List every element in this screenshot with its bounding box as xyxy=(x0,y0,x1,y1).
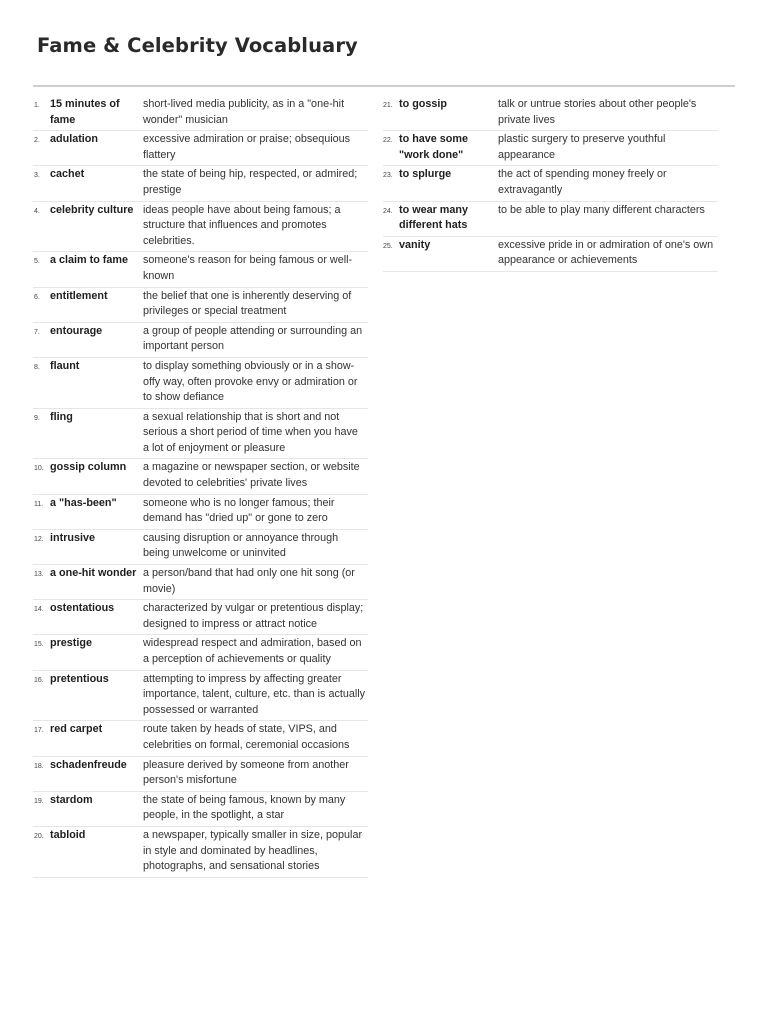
page-title: Fame & Celebrity Vocabluary xyxy=(37,34,358,57)
entry-number: 1. xyxy=(34,102,40,109)
entry-term: stardom xyxy=(50,793,93,806)
entry-term: red carpet xyxy=(50,723,103,736)
entry-term: adulation xyxy=(50,133,98,146)
title-divider xyxy=(33,85,735,87)
entry-term: fling xyxy=(50,410,73,423)
entry-definition: a sexual relationship that is short and not serious a short period of time when you have a lot of enjoyment or pleasure xyxy=(143,410,358,454)
entry-number: 14. xyxy=(34,606,44,614)
entry-definition: someone who is no longer famous; their demand has "dried up" or gone to zero xyxy=(143,496,335,525)
vocab-entry xyxy=(383,131,718,166)
entry-term: 15 minutes of fame xyxy=(50,98,120,126)
entry-number: 19. xyxy=(34,797,44,805)
entry-definition: attempting to impress by affecting greater importance, talent, culture, etc. than is actually possessed or warranted xyxy=(143,672,366,716)
entry-definition: a group of people attending or surrounding an important person xyxy=(143,324,363,353)
vocab-entry xyxy=(33,565,368,600)
entry-number: 21. xyxy=(383,102,393,109)
entry-term: gossip column xyxy=(50,461,127,474)
entry-term: to have some "work done" xyxy=(399,133,469,161)
vocab-entry xyxy=(383,166,718,201)
entry-definition: short-lived media publicity, as in a "one-hit wonder" musician xyxy=(143,98,345,126)
entry-number: 20. xyxy=(34,832,44,840)
entry-definition: ideas people have about being famous; a structure that influences and promotes celebrities. xyxy=(143,203,341,247)
entry-term: to gossip xyxy=(399,98,447,110)
entry-number: 13. xyxy=(34,571,44,579)
vocab-entry xyxy=(33,252,368,287)
entry-term: pretentious xyxy=(50,672,109,685)
vocab-entry xyxy=(33,409,368,460)
entry-number: 11. xyxy=(34,500,44,508)
entry-term: tabloid xyxy=(50,828,86,841)
vocabulary-column-right xyxy=(383,96,718,272)
entry-term: flaunt xyxy=(50,359,80,372)
vocab-entry xyxy=(33,288,368,323)
entry-number: 7. xyxy=(34,328,40,336)
entry-definition: excessive pride in or admiration of one's own appearance or achievements xyxy=(498,238,714,267)
entry-term: a claim to fame xyxy=(50,254,129,267)
entry-number: 24. xyxy=(383,207,393,215)
entry-number: 6. xyxy=(34,293,40,301)
entry-term: to splurge xyxy=(399,168,452,181)
entry-definition: widespread respect and admiration, based on a perception of achievements or quality xyxy=(143,637,362,665)
entry-term: intrusive xyxy=(50,531,96,544)
entry-term: cachet xyxy=(50,168,85,181)
entry-term: a one-hit wonder xyxy=(50,567,137,580)
vocab-entry xyxy=(33,131,368,166)
entry-definition: route taken by heads of state, VIPS, and celebrities on formal, ceremonial occasions xyxy=(143,723,350,751)
entry-number: 8. xyxy=(34,363,40,371)
entry-definition: the state of being hip, respected, or admired; prestige xyxy=(143,168,358,196)
vocabulary-column-left xyxy=(33,96,368,878)
entry-definition: someone's reason for being famous or well-known xyxy=(143,254,353,282)
entry-definition: characterized by vulgar or pretentious display; designed to impress or attract notice xyxy=(143,602,364,630)
entry-number: 12. xyxy=(34,535,44,543)
entry-number: 9. xyxy=(34,414,40,422)
vocab-entry xyxy=(33,166,368,201)
vocab-entry xyxy=(33,202,368,253)
entry-term: prestige xyxy=(50,637,93,650)
entry-definition: causing disruption or annoyance through being unwelcome or uninvited xyxy=(143,531,339,560)
vocab-entry xyxy=(383,202,718,237)
entry-definition: the state of being famous, known by many people, in the spotlight, a star xyxy=(143,793,346,822)
entry-term: celebrity culture xyxy=(50,203,134,216)
entry-number: 23. xyxy=(383,172,393,180)
entry-term: to wear many different hats xyxy=(399,203,469,232)
vocab-entry xyxy=(33,671,368,722)
vocab-entry xyxy=(383,237,718,272)
vocab-entry xyxy=(33,495,368,530)
entry-number: 18. xyxy=(34,762,44,770)
vocab-entry xyxy=(33,459,368,494)
entry-definition: the belief that one is inherently deserving of privileges or special treatment xyxy=(143,289,352,318)
entry-number: 22. xyxy=(383,137,393,145)
entry-definition: to display something obviously or in a show-offy way, often provoke envy or admiration or to show defiance xyxy=(143,359,358,404)
entry-definition: a person/band that had only one hit song (or movie) xyxy=(143,567,355,595)
vocab-entry xyxy=(33,530,368,565)
entry-term: vanity xyxy=(399,238,431,251)
entry-term: ostentatious xyxy=(50,602,115,615)
entry-definition: the act of spending money freely or extravagantly xyxy=(498,168,667,196)
entry-number: 17. xyxy=(34,727,44,735)
entry-definition: a magazine or newspaper section, or website devoted to celebrities' private lives xyxy=(143,461,360,490)
entry-number: 15. xyxy=(34,641,44,649)
entry-definition: plastic surgery to preserve youthful appearance xyxy=(498,133,666,161)
vocab-entry xyxy=(33,358,368,409)
entry-number: 10. xyxy=(34,465,44,473)
vocab-entry xyxy=(33,600,368,635)
entry-number: 16. xyxy=(34,676,44,684)
vocab-entry xyxy=(33,635,368,670)
vocab-entry xyxy=(33,757,368,792)
entry-number: 5. xyxy=(34,258,40,266)
entry-definition: a newspaper, typically smaller in size, popular in style and dominated by headlines, photographs, and sensational stories xyxy=(143,828,363,873)
entry-definition: to be able to play many different characters xyxy=(498,203,705,216)
entry-definition: talk or untrue stories about other people's private lives xyxy=(498,98,697,126)
entry-term: schadenfreude xyxy=(50,758,127,771)
entry-term: entitlement xyxy=(50,289,108,302)
entry-number: 3. xyxy=(34,172,40,180)
entry-term: a "has-been" xyxy=(50,496,117,509)
vocab-entry xyxy=(33,827,368,878)
entry-definition: pleasure derived by someone from another person's misfortune xyxy=(143,758,349,787)
vocab-entry xyxy=(33,96,368,131)
vocab-entry xyxy=(33,323,368,358)
vocab-entry xyxy=(33,792,368,827)
entry-term: entourage xyxy=(50,324,103,337)
entry-number: 25. xyxy=(383,242,393,250)
vocab-entry xyxy=(33,721,368,756)
entry-definition: excessive admiration or praise; obsequious flattery xyxy=(143,133,351,161)
entry-number: 2. xyxy=(34,137,40,145)
vocab-entry xyxy=(383,96,718,131)
entry-number: 4. xyxy=(34,207,40,215)
